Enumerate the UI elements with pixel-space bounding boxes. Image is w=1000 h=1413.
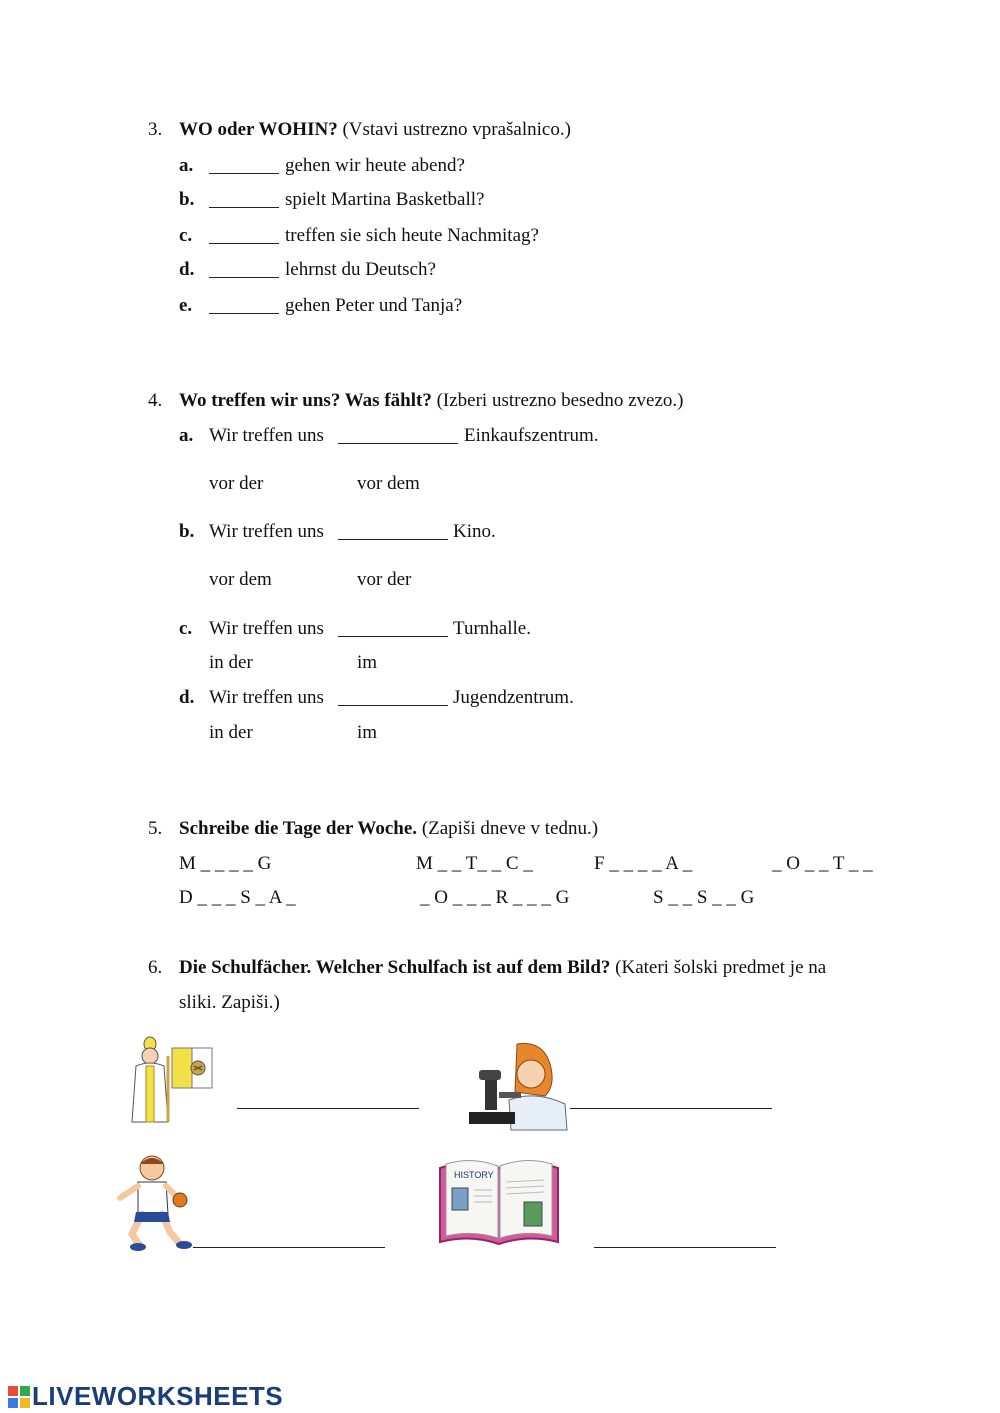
answer-line-3[interactable] [193,1247,385,1248]
q4-heading [179,390,683,412]
item-prefix: Wir treffen uns [209,521,324,542]
item-letter: b. [179,521,195,542]
item-letter: b. [179,189,195,210]
answer-blank[interactable] [209,299,279,314]
option-1[interactable]: in der [209,722,253,743]
day-puzzle[interactable]: M _ _ _ _ G [179,853,272,874]
item-prefix: Wir treffen uns [209,618,324,639]
q5-number: 5. [148,818,163,839]
answer-line-4[interactable] [594,1247,776,1248]
answer-blank[interactable] [338,691,448,706]
item-letter: d. [179,259,195,280]
q4-instruction: (Izberi ustrezno besedno zvezo.) [436,390,684,411]
q3-instruction: (Vstavi ustrezno vprašalnico.) [342,119,571,140]
option-2[interactable]: im [357,722,378,743]
answer-blank[interactable] [338,525,448,540]
item-letter: d. [179,687,195,708]
q3-title: WO oder WOHIN? [179,119,338,140]
item-letter: a. [179,155,194,176]
day-puzzle[interactable]: _ O _ _ T _ _ [772,853,873,874]
item-prefix: Wir treffen uns [209,687,324,708]
item-text: treffen sie sich heute Nachmitag? [285,225,539,246]
item-suffix: Kino. [453,521,496,542]
item-suffix: Jugendzentrum. [453,687,574,708]
item-suffix: Einkaufszentrum. [464,425,599,446]
q5-heading [179,818,598,840]
option-2[interactable]: im [357,652,378,673]
biology-microscope-image [465,1040,569,1132]
option-1[interactable]: vor der [209,473,264,494]
option-2[interactable]: vor dem [357,473,420,494]
item-text: lehrnst du Deutsch? [285,259,436,280]
answer-blank[interactable] [209,159,279,174]
liveworksheets-logo[interactable] [8,1382,283,1410]
day-puzzle[interactable]: _ O _ _ _ R _ _ _ G [420,887,570,908]
answer-blank[interactable] [338,622,448,637]
item-text: gehen wir heute abend? [285,155,465,176]
brand-text: LIVEWORKSHEETS [32,1381,284,1411]
answer-blank[interactable] [209,263,279,278]
option-1[interactable]: in der [209,652,253,673]
sport-basketball-image [108,1152,194,1252]
q4-title: Wo treffen wir uns? Was fählt? [179,390,432,411]
day-puzzle[interactable]: F _ _ _ _ A _ [594,853,693,874]
day-puzzle[interactable]: S _ _ S _ _ G [653,887,755,908]
item-letter: c. [179,618,193,639]
answer-blank[interactable] [209,193,279,208]
q6-instruction: (Kateri šolski predmet je na [615,957,827,978]
option-1[interactable]: vor dem [209,569,272,590]
q6-title: Die Schulfächer. Welcher Schulfach ist auf dem Bild? [179,957,611,978]
item-letter: e. [179,295,193,316]
q6-number: 6. [148,957,163,978]
answer-line-1[interactable] [237,1108,419,1109]
answer-blank[interactable] [209,229,279,244]
item-letter: a. [179,425,194,446]
answer-blank[interactable] [338,429,458,444]
item-text: spielt Martina Basketball? [285,189,485,210]
liveworksheets-logo-icon [8,1386,30,1408]
q3-number: 3. [148,119,163,140]
history-book-image [436,1158,562,1248]
item-prefix: Wir treffen uns [209,425,324,446]
q5-title: Schreibe die Tage der Woche. [179,818,418,839]
answer-line-2[interactable] [570,1108,772,1109]
q4-number: 4. [148,390,163,411]
q6-heading [179,957,826,979]
q6-instruction-cont: sliki. Zapiši.) [179,992,280,1013]
item-text: gehen Peter und Tanja? [285,295,463,316]
q5-instruction: (Zapiši dneve v tednu.) [421,818,599,839]
book-title: HISTORY [454,1170,494,1180]
day-puzzle[interactable]: D _ _ _ S _ A _ [179,887,296,908]
day-puzzle[interactable]: M _ _ T_ _ C _ [416,853,533,874]
item-letter: c. [179,225,193,246]
option-2[interactable]: vor der [357,569,412,590]
q3-heading [179,119,571,141]
religion-pope-image [128,1036,214,1126]
item-suffix: Turnhalle. [453,618,531,639]
